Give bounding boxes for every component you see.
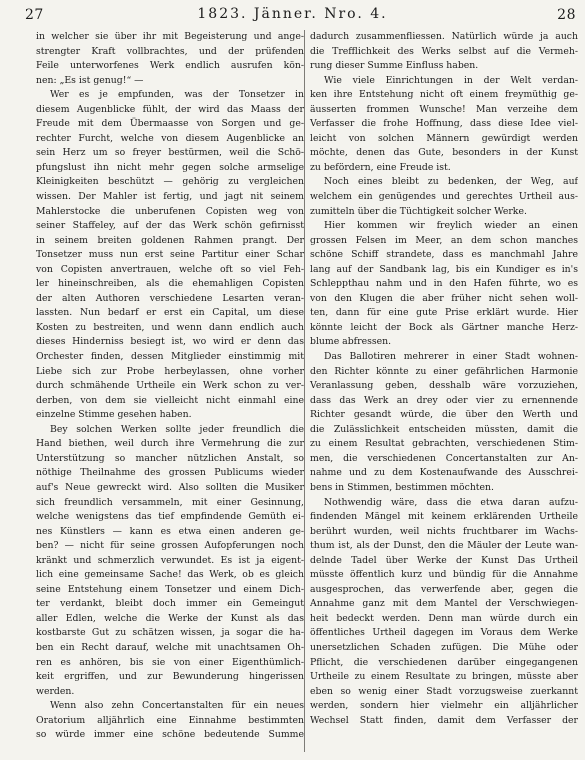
text-line: Das Ballotiren mehrerer in einer Stadt wohnen- bbox=[324, 351, 578, 363]
text-line: schöne Schiff strandete, dass es manchmahl Jahre bbox=[310, 249, 578, 261]
text-line: bens in Stimmen, bestimmen möchten. bbox=[310, 481, 494, 493]
text-line: dadurch zusammenfliessen. Natürlich würde ja auch bbox=[310, 31, 578, 42]
page-number-left: 27 bbox=[25, 7, 44, 23]
text-line: unersetzlichen Schaden zufügen. Die Mühe oder bbox=[310, 641, 578, 653]
text-line: so würde immer eine schöne bedeutende Summe bbox=[36, 729, 304, 741]
text-line: berührt wurden, weil nichts fruchtbarer im Wachs- bbox=[310, 525, 578, 537]
text-line: Hand biethen, weil durch ihre Vermehrung die zur bbox=[36, 438, 304, 450]
paragraph bbox=[36, 699, 304, 714]
text-line: nahme und zu dem Kostenaufwande des Ausschrei- bbox=[310, 467, 578, 479]
paragraph-end bbox=[36, 408, 304, 423]
paragraph bbox=[36, 88, 304, 103]
text-line: in welcher sie über ihr mit Begeisterung und ange- bbox=[36, 31, 304, 42]
text-line: nöthige Theilnahme des grossen Publicums wieder bbox=[36, 467, 304, 479]
text-line: werden. bbox=[36, 685, 75, 697]
text-line: pfungslust ihn nicht mehr gegen solche armselige bbox=[36, 161, 304, 173]
text-line: rung dieser Summe Einfluss haben. bbox=[310, 60, 479, 72]
text-line: ben ein Recht darauf, welche mit unachtsamen Oh- bbox=[36, 641, 304, 653]
text-line: Kosten zu bestreiten, und wenn dann endlich auch bbox=[36, 321, 304, 333]
text-line: nen: „Es ist genug!“ — bbox=[36, 74, 144, 86]
text-line: lang auf der Sandbank lag, bis ein Kundiger es in's bbox=[310, 263, 578, 275]
text-line: Feile unterworfenes Werk endlich ausrufen kön- bbox=[36, 60, 304, 72]
left-column bbox=[22, 30, 304, 755]
column-divider bbox=[304, 30, 305, 752]
text-line: Verfasser die frohe Hoffnung, dass diese Idee viel- bbox=[310, 118, 578, 130]
text-line: Richter gesandt würde, die über den Werth und bbox=[310, 409, 578, 421]
text-line: Hier kommen wir freylich wieder an einen bbox=[324, 220, 578, 232]
text-line: äusserten frommen Wunsche! Man verzeihe dem bbox=[310, 103, 578, 115]
text-line: auf's Neue gewreckt wird. Also sollten die Musiker bbox=[36, 481, 304, 493]
text-line: öffentliches Urtheil dagegen im Voraus dem Werke bbox=[310, 627, 578, 639]
text-line: thum ist, als der Dunst, den die Mäuler der Leute wan- bbox=[310, 540, 578, 552]
text-line: kränkt und schmerzlich verwundet. Es ist ja eigent- bbox=[36, 554, 304, 566]
text-line: blume abfressen. bbox=[310, 336, 392, 348]
text-line: sich freundlich versammeln, mit einer Gesinnung, bbox=[36, 496, 304, 508]
paragraph bbox=[36, 103, 304, 408]
text-line: ler hineinschreiben, als die ehemahligen Copisten bbox=[36, 278, 304, 290]
text-line: Schleppthau nahm und in den Hafen führte, wo es bbox=[310, 278, 578, 290]
text-line: zumitteln über die Tüchtigkeit solcher Werke. bbox=[310, 205, 527, 217]
text-line: welchem ein genügendes und gerechtes Urtheil aus- bbox=[310, 191, 578, 203]
text-line: durch schmähende Urtheile ein Werk schon zu ver- bbox=[36, 380, 304, 392]
text-line: eben so wenig einer Stadt vorzugsweise zuerkannt bbox=[310, 685, 578, 697]
text-line: könnte leicht der Bock als Gärtner manche Herz- bbox=[310, 321, 578, 333]
text-line: Wechsel Statt finden, damit dem Verfasser der bbox=[310, 714, 578, 726]
text-line: rechter Furcht, welche von diesem Augenblicke an bbox=[36, 132, 304, 144]
text-line: Orchester finden, dessen Mitglieder einstimmig mit bbox=[36, 351, 304, 363]
text-line: Tonsetzer muss nun erst seine Partitur einer Schar bbox=[36, 249, 304, 261]
text-line: Urtheile zu einem Resultate zu bringen, müsste aber bbox=[310, 671, 578, 683]
paragraph bbox=[310, 496, 578, 511]
text-line: von Copisten anvertrauen, welche oft so viel Feh- bbox=[36, 263, 304, 275]
paragraph bbox=[36, 437, 304, 684]
paragraph bbox=[310, 74, 578, 89]
text-line: seiner Staffeley, auf der das Werk schön gefirnisst bbox=[36, 220, 304, 232]
text-line: grossen Felsen im Meer, an dem schon manches bbox=[310, 234, 578, 246]
text-line: keit ergriffen, und zur Bewunderung hingerissen bbox=[36, 671, 304, 683]
text-line: dieses Hinderniss besiegt ist, wo wird er denn das bbox=[36, 336, 304, 348]
text-line: werden, sondern hier vielmehr ein alljährlicher bbox=[310, 700, 578, 712]
text-line: wissen. Der Mahler ist fertig, und jagt nit seinem bbox=[36, 191, 304, 203]
text-line: derben, von dem sie vielleicht nicht einmahl eine bbox=[36, 394, 304, 406]
text-line: von den Klugen die aber früher nicht sehen woll- bbox=[310, 292, 578, 304]
paragraph bbox=[310, 350, 578, 365]
text-line: Freude mit dem Übermaasse von Sorgen und ge- bbox=[36, 118, 304, 130]
text-line: den Richter könnte zu einer gefährlichen Harmonie bbox=[310, 365, 578, 377]
text-line: Wer es je empfunden, was der Tonsetzer in bbox=[50, 89, 304, 101]
text-line: Oratorium alljährlich eine Einnahme bestimmten bbox=[36, 714, 304, 726]
text-line: einzelne Stimme gesehen haben. bbox=[36, 409, 192, 421]
text-line: diesem Augenblicke fühlt, der wird das Maass der bbox=[36, 103, 304, 115]
text-line: lich eine gemeinsame Sache! das Werk, ob es gleich bbox=[36, 569, 304, 581]
text-line: men, die verschiedenen Concertanstalten zur An- bbox=[310, 452, 578, 464]
text-line: Nothwendig wäre, dass die etwa daran aufzu- bbox=[324, 496, 578, 508]
paragraph-end bbox=[310, 161, 578, 176]
text-line: die Trefflichkeit des Werks selbst auf die Vermeh- bbox=[310, 45, 578, 57]
text-line: die Zulässlichkeit entscheiden müssten, damit die bbox=[310, 423, 578, 435]
paragraph bbox=[310, 88, 578, 161]
paragraph bbox=[310, 175, 578, 190]
text-line: zu einem Resultat gebrachten, verschiedenen Stim- bbox=[310, 438, 578, 450]
paragraph-end bbox=[310, 335, 578, 350]
paragraph-end bbox=[310, 59, 578, 74]
paragraph bbox=[36, 30, 304, 74]
paragraph bbox=[36, 714, 304, 743]
text-line: seine Entstehung einem Tonsetzer und einem Dich- bbox=[36, 583, 304, 595]
paragraph bbox=[310, 510, 578, 728]
paragraph bbox=[310, 219, 578, 234]
right-column bbox=[306, 30, 578, 755]
paragraph-end bbox=[310, 481, 578, 496]
text-line: Wenn also zehn Concertanstalten für ein neues bbox=[50, 700, 304, 712]
text-line: Unterstützung so mancher nützlichen Anstalt, so bbox=[36, 452, 304, 464]
text-line: Kleinigkeiten beschützt — gehörig zu vergleichen bbox=[36, 176, 304, 188]
text-line: nes Künstlers — kann es etwa einen anderen ge- bbox=[36, 525, 304, 537]
text-line: Pflicht, die verschiedenen darüber eingegangenen bbox=[310, 656, 578, 668]
text-line: müsste öffentlich kurz und bündig für die Annahme bbox=[310, 569, 578, 581]
text-line: aller Edlen, welche die Werke der Kunst als das bbox=[36, 612, 304, 624]
text-line: leicht von solchen Männern gewürdigt werden bbox=[310, 132, 578, 144]
text-line: in seinem breiten goldenen Rahmen prangt. Der bbox=[36, 234, 304, 246]
text-line: Bey solchen Werken sollte jeder freundlich die bbox=[50, 423, 304, 435]
page-header-date: 1823. Jänner. Nro. 4. bbox=[197, 6, 388, 22]
text-line: heit bedeckt werden. Denn man würde durch ein bbox=[310, 612, 578, 624]
text-line: ren es anhören, bis sie von einer Eigenthümlich- bbox=[36, 656, 304, 668]
text-line: Veranlassung geben, desshalb wäre vorzuziehen, bbox=[310, 380, 578, 392]
paragraph-end bbox=[310, 205, 578, 220]
paragraph-end bbox=[36, 685, 304, 700]
text-line: Wie viele Einrichtungen in der Welt verdan- bbox=[324, 74, 578, 86]
paragraph bbox=[36, 423, 304, 438]
paragraph bbox=[310, 30, 578, 59]
text-line: ter verdankt, bleibt doch immer ein Gemeingut bbox=[36, 598, 304, 610]
text-line: Liebe sich zur Probe herbeylassen, ohne vorher bbox=[36, 365, 304, 377]
text-line: zu befördern, eine Freude ist. bbox=[310, 161, 451, 173]
text-line: delnde Tadel über Werke der Kunst Das Urtheil bbox=[310, 554, 578, 566]
text-line: lassten. Nun bedarf er erst ein Capital, um diese bbox=[36, 307, 304, 319]
text-line: der alten Authoren verschiedene Lesarten veran- bbox=[36, 292, 304, 304]
text-line: möchte, denen das Gute, besonders in der Kunst bbox=[310, 147, 578, 159]
text-line: dass das Werk an drey oder vier zu ernennende bbox=[310, 394, 578, 406]
page-number-right: 28 bbox=[557, 7, 576, 23]
text-line: Annahme ganz mit dem Mantel der Verschwiegen- bbox=[310, 598, 578, 610]
text-line: ken ihre Entstehung nicht oft einem freymüthig ge- bbox=[310, 89, 578, 101]
paragraph bbox=[310, 190, 578, 205]
text-line: findenden Mängel mit keinem erklärenden Urtheile bbox=[310, 511, 578, 523]
text-line: Noch eines bleibt zu bedenken, der Weg, auf bbox=[324, 176, 578, 188]
paragraph bbox=[310, 365, 578, 481]
text-line: welche wenigstens das tief empfindende Gemüth ei- bbox=[36, 511, 304, 523]
paragraph-end bbox=[36, 74, 304, 89]
text-line: Mahlerstocke die unberufenen Copisten weg von bbox=[36, 205, 304, 217]
paragraph bbox=[310, 234, 578, 336]
text-line: ausgesprochen, das verwerfende aber, gegen die bbox=[310, 583, 578, 595]
text-line: ten, dann für eine gute Prise erklärt wurde. Hier bbox=[310, 307, 578, 319]
text-line: ben? — nicht für seine grossen Aufopferungen noch bbox=[36, 540, 304, 552]
text-line: sein Herz um so freyer bestürmen, weil die Schö- bbox=[36, 147, 304, 159]
text-line: kostbarste Gut zu schätzen wissen, ja sogar die ha- bbox=[36, 627, 304, 639]
text-line: strengter Kraft vollbrachtes, und der prüfenden bbox=[36, 45, 304, 57]
